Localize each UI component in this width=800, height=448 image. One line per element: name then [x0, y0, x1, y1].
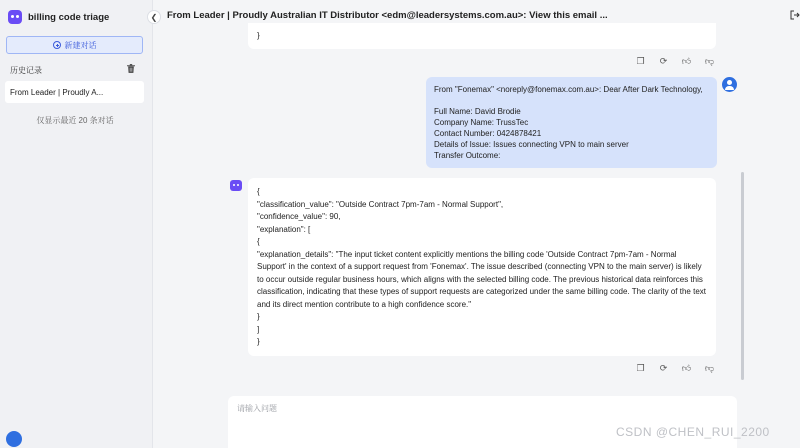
user-message-line: Transfer Outcome:: [434, 151, 501, 161]
user-message: [426, 77, 717, 168]
previous-bot-message: [248, 23, 716, 49]
plus-circle-icon: [53, 41, 61, 49]
brand: [8, 10, 109, 24]
user-avatar-icon: [722, 77, 737, 92]
user-message-line: From "Fonemax" <noreply@fonemax.com.au>: Dear After Dark Technology,: [434, 85, 703, 94]
bot-logo-icon: [8, 10, 22, 24]
bot-message-line: ]: [257, 324, 260, 334]
bot-message-line: {: [257, 187, 260, 196]
bot-message-line: }: [257, 312, 260, 321]
page-title: From Leader | Proudly Australian IT Distributor <edm@leadersystems.com.au>: View this email ...: [167, 10, 608, 21]
user-message-line: [434, 95, 709, 106]
message-actions: [635, 363, 715, 374]
bot-message-line: "confidence_value": 90,: [257, 212, 341, 221]
user-message-line: Company Name: TrussTec: [434, 118, 529, 128]
collapse-sidebar-button[interactable]: [147, 10, 161, 24]
bot-message-line: {: [257, 237, 260, 246]
bot-message-line: "explanation": [: [257, 224, 311, 234]
history-item-label: From Leader | Proudly A...: [10, 87, 104, 97]
thumbs-down-icon[interactable]: 👎︎: [704, 56, 715, 66]
new-chat-label: 新建对话: [64, 40, 97, 50]
bot-avatar-icon: [230, 180, 242, 191]
user-message-line: Full Name: David Brodie: [434, 107, 521, 117]
logout-icon[interactable]: [790, 10, 800, 20]
user-message-line: Contact Number: 0424878421: [434, 129, 542, 139]
chat-input-box: [228, 396, 737, 448]
user-message-line: Details of Issue: Issues connecting VPN to main server: [434, 140, 629, 150]
copy-icon[interactable]: ❐: [636, 56, 645, 66]
copy-icon[interactable]: ❐: [636, 363, 645, 373]
previous-message-tail: }: [257, 31, 260, 40]
bot-message-line: }: [257, 337, 260, 346]
thumbs-up-icon[interactable]: 👍︎: [681, 363, 692, 373]
bot-message-line: "explanation_details": "The input ticket content explicitly mentions the billing code 'Outside Contract 7pm-7am - Normal Support' in the context of a support request from 'Fonemax'. The issue described (connecting VPN to the main server) is likely to occur outside regular business hours, which aligns with the selected billing code. The previous historical data reinforces this classification, indicating that these types of support requests are categorized under the same billing code. The clarity of the text and its direct mention contribute to a high confidence score.": [257, 249, 709, 309]
history-item[interactable]: [5, 81, 144, 103]
new-chat-button[interactable]: [6, 36, 143, 54]
bot-message: [248, 178, 716, 356]
chevron-left-icon: ❮: [150, 12, 158, 22]
app-title: billing code triage: [28, 11, 110, 23]
watermark: CSDN @CHEN_RUI_2200: [616, 425, 770, 439]
user-avatar[interactable]: [6, 431, 22, 447]
thumbs-up-icon[interactable]: 👍︎: [681, 56, 692, 66]
sidebar: [0, 0, 153, 448]
regenerate-icon[interactable]: ⟳: [659, 56, 668, 66]
regenerate-icon[interactable]: ⟳: [659, 363, 668, 373]
chat-scrollbar[interactable]: [741, 172, 744, 380]
history-note: 仅显示最近 20 条对话: [36, 116, 114, 125]
message-actions: [635, 56, 715, 67]
thumbs-down-icon[interactable]: 👎︎: [704, 363, 715, 373]
history-label: 历史记录: [10, 66, 42, 75]
bot-message-line: "classification_value": "Outside Contract 7pm-7am - Normal Support",: [257, 199, 504, 209]
trash-icon[interactable]: [127, 64, 135, 73]
question-input[interactable]: [237, 404, 717, 413]
